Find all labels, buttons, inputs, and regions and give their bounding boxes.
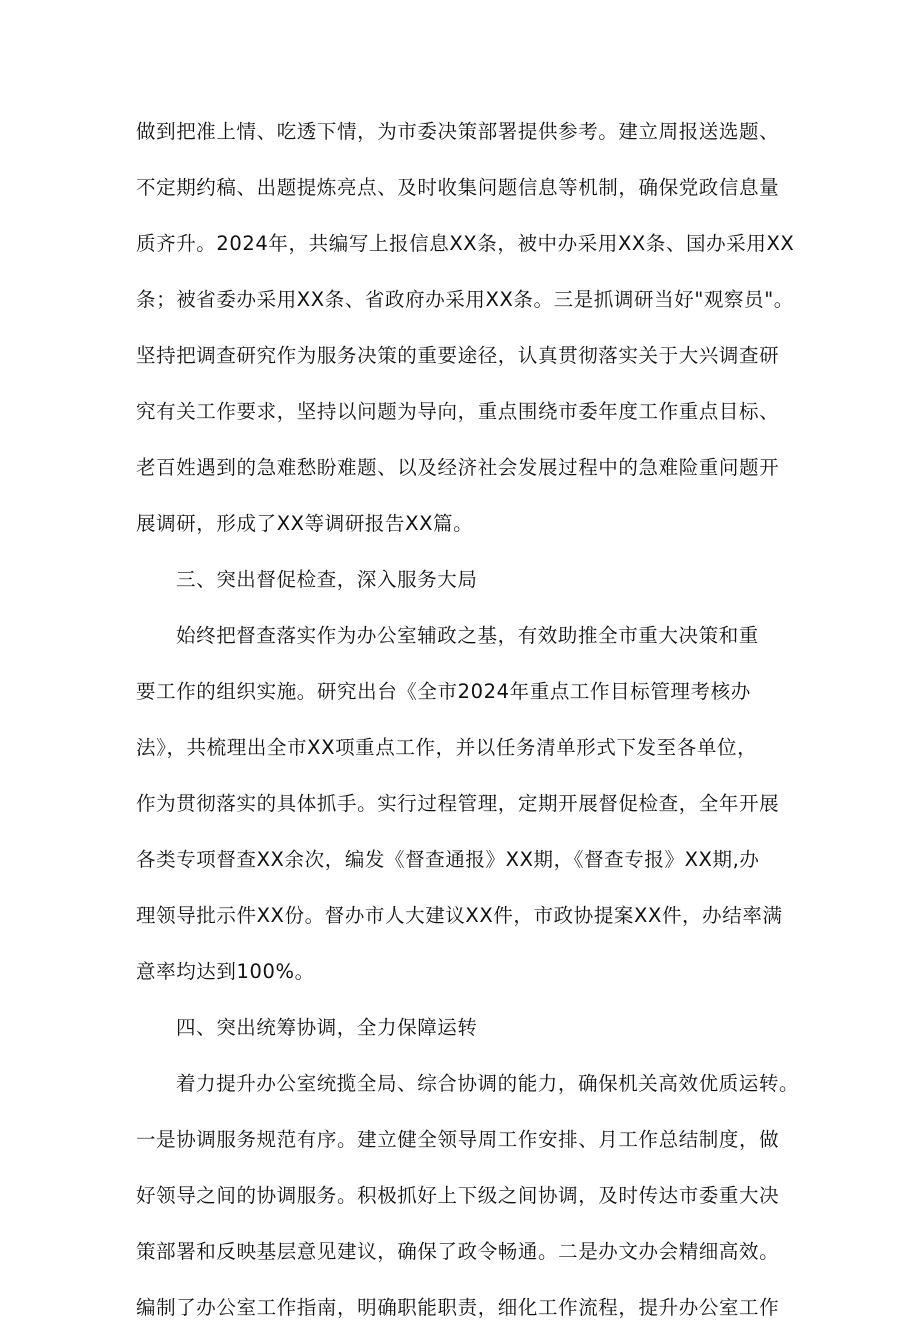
text-line-15: 理领导批示件XX份。督办市人大建议XX件，市政协提案XX件，办结率满 <box>136 904 783 927</box>
text-line-2: 不定期约稿、出题提炼亮点、及时收集问题信息等机制，确保党政信息量 <box>136 176 780 199</box>
text-line-21: 策部署和反映基层意见建议，确保了政令畅通。二是办文办会精细高效。 <box>136 1240 780 1263</box>
text-line-19: 一是协调服务规范有序。建立健全领导周工作安排、月工作总结制度，做 <box>136 1128 780 1151</box>
text-line-14: 各类专项督查XX余次，编发《督查通报》XX期，《督查专报》XX期,办 <box>136 848 760 871</box>
text-line-22: 编制了办公室工作指南，明确职能职责，细化工作流程，提升办公室工作 <box>136 1296 780 1319</box>
text-line-4: 条；被省委办采用XX条、省政府办采用XX条。三是抓调研当好"观察员"。 <box>136 288 794 311</box>
text-line-7: 老百姓遇到的急难愁盼难题、以及经济社会发展过程中的急难险重问题开 <box>136 456 780 479</box>
text-line-1: 做到把准上情、吃透下情，为市委决策部署提供参考。建立周报送选题、 <box>136 120 780 143</box>
text-line-11: 要工作的组织实施。研究出台《全市2024年重点工作目标管理考核办 <box>136 680 751 703</box>
text-line-13: 作为贯彻落实的具体抓手。实行过程管理，定期开展督促检查，全年开展 <box>136 792 780 815</box>
text-line-8: 展调研，形成了XX等调研报告XX篇。 <box>136 512 474 535</box>
text-line-20: 好领导之间的协调服务。积极抓好上下级之间协调，及时传达市委重大决 <box>136 1184 780 1207</box>
text-line-5: 坚持把调查研究作为服务决策的重要途径，认真贯彻落实关于大兴调查研 <box>136 344 780 367</box>
text-line-18: 着力提升办公室统揽全局、综合协调的能力，确保机关高效优质运转。 <box>176 1072 800 1095</box>
text-line-3: 质齐升。2024年，共编写上报信息XX条，被中办采用XX条、国办采用XX <box>136 232 795 255</box>
text-line-6: 究有关工作要求，坚持以问题为导向，重点围绕市委年度工作重点目标、 <box>136 400 780 423</box>
section-heading-3: 三、突出督促检查，深入服务大局 <box>176 568 478 591</box>
section-heading-4: 四、突出统筹协调，全力保障运转 <box>176 1016 478 1039</box>
text-line-10: 始终把督查落实作为办公室辅政之基，有效助推全市重大决策和重 <box>176 624 759 647</box>
text-line-16: 意率均达到100%。 <box>136 960 315 983</box>
text-line-12: 法》，共梳理出全市XX项重点工作，并以任务清单形式下发至各单位， <box>136 736 758 759</box>
